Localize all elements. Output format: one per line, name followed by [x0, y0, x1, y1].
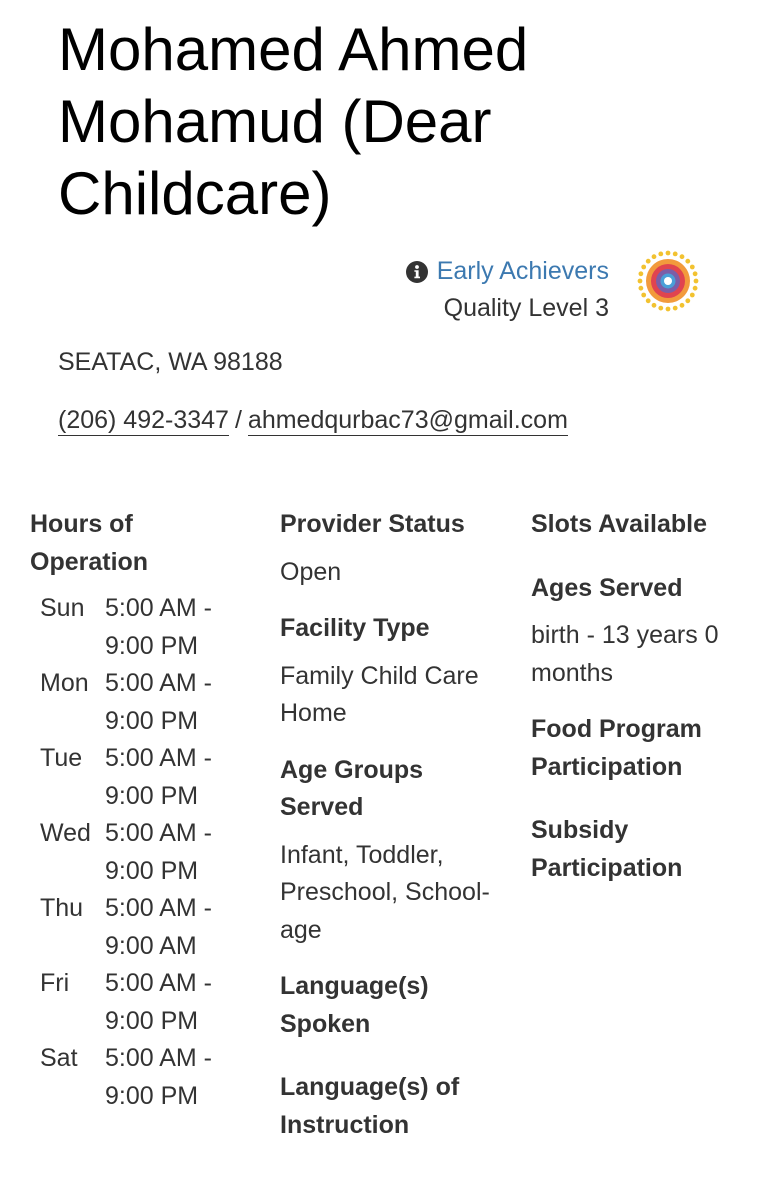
- languages-spoken-label: Language(s) Spoken: [280, 972, 429, 1038]
- food-program-label: Food Program Participation: [531, 715, 702, 781]
- hours-label: Hours of Operation: [30, 510, 149, 576]
- details-column-middle: [280, 506, 495, 1144]
- early-achievers-rating: [406, 253, 609, 327]
- hours-row: [40, 890, 245, 965]
- early-achievers-badge-icon: [637, 250, 699, 312]
- age-groups-label: Age Groups Served: [280, 755, 424, 821]
- hours-day: Tue: [40, 744, 83, 772]
- provider-name-heading: Mohamed Ahmed Mohamud (Dear Childcare): [58, 16, 529, 227]
- hours-day: Mon: [40, 669, 89, 697]
- hours-range: 5:00 AM - 9:00 PM: [105, 594, 212, 660]
- info-circle-icon[interactable]: [406, 261, 428, 283]
- age-groups-value: Infant, Toddler, Preschool, School-age: [280, 840, 490, 944]
- hours-list: [30, 590, 245, 1115]
- early-achievers-link[interactable]: Early Achievers: [436, 257, 609, 285]
- hours-range: 5:00 AM - 9:00 AM: [105, 894, 212, 960]
- hours-row: [40, 965, 245, 1040]
- hours-day: Thu: [40, 894, 84, 922]
- details-column-right: [531, 506, 746, 887]
- hours-day: Sun: [40, 594, 85, 622]
- subsidy-label: Subsidy Participation: [531, 816, 683, 882]
- phone-link[interactable]: (206) 492-3347: [58, 406, 229, 434]
- hours-day: Fri: [40, 969, 70, 997]
- hours-range: 5:00 AM - 9:00 PM: [105, 744, 212, 810]
- provider-status-label: Provider Status: [280, 510, 465, 538]
- provider-contact: [58, 402, 568, 438]
- hours-row: [40, 740, 245, 815]
- languages-instruction-label: Language(s) of Instruction: [280, 1073, 460, 1139]
- ages-served-label: Ages Served: [531, 573, 683, 602]
- provider-status-value: Open: [280, 557, 342, 586]
- early-achievers-row: [406, 253, 609, 290]
- email-link[interactable]: ahmedqurbac73@gmail.com: [247, 406, 568, 434]
- quality-level-text: Quality Level 3: [443, 294, 609, 322]
- slots-available-label: Slots Available: [531, 510, 707, 538]
- hours-row: [40, 590, 245, 665]
- hours-range: 5:00 AM - 9:00 PM: [105, 1044, 212, 1110]
- hours-range: 5:00 AM - 9:00 PM: [105, 669, 212, 735]
- hours-row: [40, 815, 245, 890]
- hours-row: [40, 1040, 245, 1115]
- contact-separator: /: [234, 406, 242, 434]
- facility-type-label: Facility Type: [280, 614, 430, 642]
- hours-day: Wed: [40, 819, 91, 847]
- provider-address: SEATAC, WA 98188: [58, 348, 283, 376]
- hours-column: [30, 506, 245, 1115]
- ages-served-value: birth - 13 years 0 months: [531, 621, 719, 687]
- hours-range: 5:00 AM - 9:00 PM: [105, 819, 212, 885]
- hours-row: [40, 665, 245, 740]
- hours-day: Sat: [40, 1044, 78, 1072]
- facility-type-value: Family Child Care Home: [280, 661, 479, 727]
- hours-range: 5:00 AM - 9:00 PM: [105, 969, 212, 1035]
